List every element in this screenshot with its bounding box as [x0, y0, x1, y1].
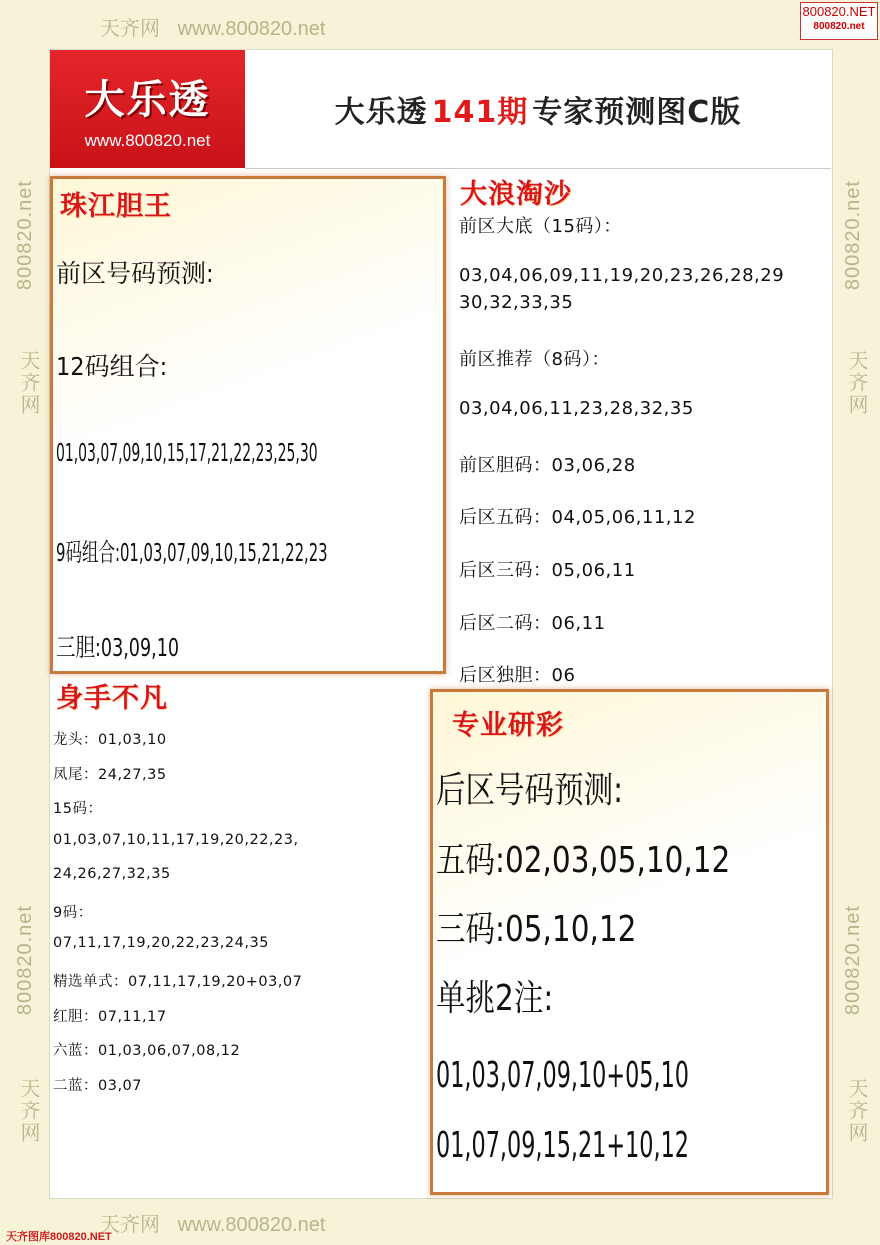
zhuanye-line: 后区号码预测:	[436, 770, 624, 811]
title-issue: 141期	[431, 95, 529, 130]
watermark-cn: 天齐网	[100, 1214, 160, 1236]
watermark-right-cn-2: 天齐网	[845, 1078, 867, 1144]
watermark-bottom	[100, 1208, 325, 1237]
zhujiang-line: 12码组合:	[56, 352, 168, 381]
zhujiang-line: 三胆:03,09,10	[56, 633, 180, 662]
dalang-line: 03,04,06,11,23,28,32,35	[459, 398, 694, 419]
zhujiang-line: 9码组合:01,03,07,09,10,15,21,22,23	[56, 538, 328, 567]
page-title	[245, 50, 831, 169]
dalang-line: 前区胆码：03,06,28	[459, 455, 636, 476]
shenshou-line: 01,03,07,10,11,17,19,20,22,23,	[53, 832, 299, 848]
dalang-line: 后区三码：05,06,11	[459, 560, 636, 581]
watermark-left-url-2: 800820.net	[14, 905, 36, 1016]
shenshou-line: 07,11,17,19,20,22,23,24,35	[53, 935, 269, 951]
zhujiang-title: 珠江胆王	[60, 191, 172, 222]
zhuanye-line: 五码:02,03,05,10,12	[436, 840, 731, 881]
shenshou-line: 15码：	[53, 801, 103, 817]
badge-line2: 800820.net	[813, 21, 865, 32]
site-badge	[800, 2, 878, 40]
shenshou-line: 凤尾：24,27,35	[53, 767, 167, 783]
badge-line1: 800820.NET	[802, 4, 876, 19]
zhujiang-panel	[50, 176, 446, 674]
zhujiang-line: 01,03,07,09,10,15,17,21,22,23,25,30	[56, 438, 318, 467]
zhujiang-line: 前区号码预测:	[56, 259, 214, 288]
zhuanye-line: 三码:05,10,12	[436, 909, 637, 950]
title-prefix: 大乐透	[334, 95, 428, 130]
shenshou-line: 龙头：01,03,10	[53, 732, 167, 748]
watermark-url: www.800820.net	[177, 1214, 326, 1236]
dalang-line: 03,04,06,09,11,19,20,23,26,28,29	[459, 265, 785, 286]
zhuanye-title: 专业研彩	[452, 710, 564, 741]
watermark-url: www.800820.net	[177, 18, 326, 40]
title-suffix: 专家预测图C版	[532, 95, 742, 130]
watermark-left-cn-1: 天齐网	[17, 350, 39, 416]
shenshou-line: 24,26,27,32,35	[53, 866, 171, 882]
watermark-top	[100, 12, 325, 41]
dalang-line: 前区大底（15码）：	[459, 216, 622, 237]
dalang-line: 后区五码：04,05,06,11,12	[459, 507, 696, 528]
dalang-line: 前区推荐（8码）：	[459, 349, 610, 370]
watermark-right-url-2: 800820.net	[842, 905, 864, 1016]
shenshou-line: 9码：	[53, 905, 93, 921]
watermark-bottom-left: 天齐图库800820.NET	[6, 1231, 112, 1243]
watermark-right-url-1: 800820.net	[842, 180, 864, 291]
dalang-line: 30,32,33,35	[459, 292, 574, 313]
dalang-line: 后区独胆：06	[459, 665, 576, 686]
shenshou-line: 红胆：07,11,17	[53, 1009, 167, 1025]
shenshou-line: 精选单式：07,11,17,19,20+03,07	[53, 974, 303, 990]
header-logo	[50, 50, 245, 168]
logo-url: www.800820.net	[84, 131, 211, 150]
shenshou-title: 身手不凡	[56, 683, 168, 714]
dalang-title: 大浪淘沙	[460, 179, 572, 210]
watermark-left-cn-2: 天齐网	[17, 1078, 39, 1144]
zhuanye-line: 01,07,09,15,21+10,12	[436, 1125, 689, 1166]
shenshou-line: 二蓝：03,07	[53, 1078, 143, 1094]
shenshou-line: 六蓝：01,03,06,07,08,12	[53, 1043, 241, 1059]
dalang-line: 后区二码：06,11	[459, 613, 606, 634]
watermark-cn: 天齐网	[100, 18, 160, 40]
logo-name: 大乐透	[84, 77, 211, 123]
zhuanye-line: 单挑2注:	[436, 978, 554, 1019]
watermark-left-url-1: 800820.net	[14, 180, 36, 291]
zhuanye-line: 01,03,07,09,10+05,10	[436, 1055, 689, 1096]
watermark-right-cn-1: 天齐网	[845, 350, 867, 416]
